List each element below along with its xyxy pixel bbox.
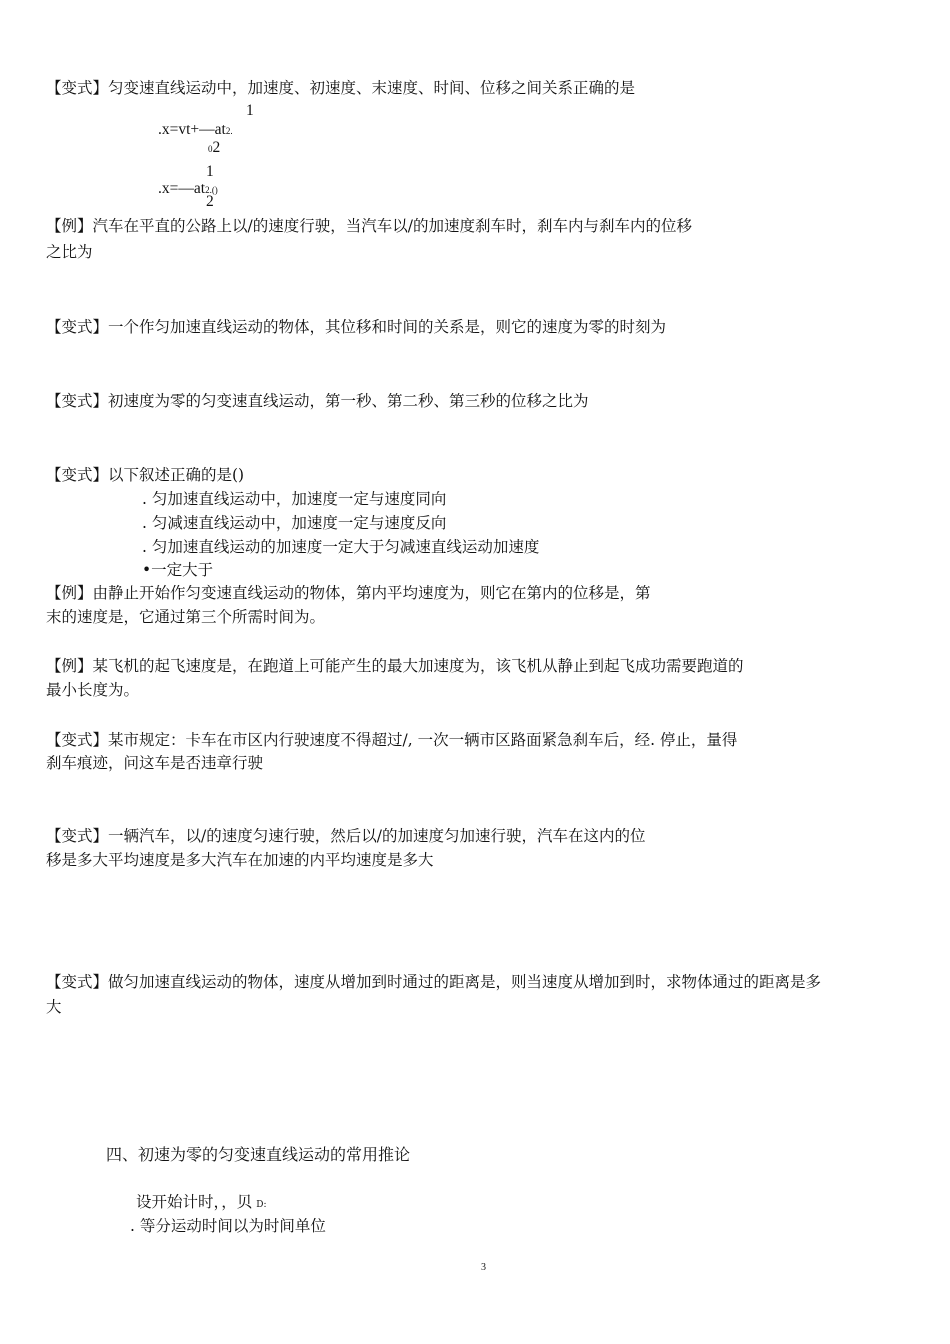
formula-1	[158, 120, 233, 141]
example-line-1: 【例】汽车在平直的公路上以/的速度行驶，当汽车以/的加速度刹车时，刹车内与刹车内的位移	[46, 217, 692, 235]
section-line-1	[136, 1192, 267, 1215]
formula-1-subscript: 0	[208, 144, 213, 154]
example-3-line-2: 最小长度为。	[46, 681, 140, 699]
variant-7-line-1: 【变式】做匀加速直线运动的物体，速度从增加到时通过的距离是，则当速度从增加到时，求物体通过的距离是多	[46, 973, 822, 991]
variant-3: 【变式】初速度为零的匀变速直线运动，第一秒、第二秒、第三秒的位移之比为	[46, 392, 589, 410]
example-2-line-1: 【例】由静止开始作匀变速直线运动的物体，第内平均速度为，则它在第内的位移是，第	[46, 584, 651, 602]
example-line-2: 之比为	[46, 243, 93, 261]
variant-7-line-2: 大	[46, 998, 62, 1016]
formula-1-main: .x=vt+—at	[158, 121, 226, 138]
option-c: . 匀加速直线运动的加速度一定大于匀减速直线运动加速度	[142, 538, 540, 556]
variant-5-line-1: 【变式】某市规定：卡车在市区内行驶速度不得超过/, 一次一辆市区路面紧急刹车后，经. 停止，量得	[46, 731, 738, 749]
example-2-line-2: 末的速度是，它通过第三个所需时间为。	[46, 608, 326, 626]
variant-line-1: 【变式】匀变速直线运动中，加速度、初速度、末速度、时间、位移之间关系正确的是	[46, 79, 636, 97]
section-line-1-tail: D:	[256, 1200, 267, 1210]
formula-2-tail: 2.()	[205, 185, 218, 195]
page-number: 3	[481, 1262, 486, 1273]
formula-1-numerator: 1	[246, 102, 254, 119]
option-b: . 匀减速直线运动中，加速度一定与速度反向	[142, 514, 447, 532]
variant-4: 【变式】以下叙述正确的是()	[46, 466, 245, 484]
formula-2-numerator: 1	[206, 163, 214, 180]
formula-1-tail: 2.	[225, 126, 233, 136]
formula-1-den-text: 2	[212, 139, 221, 156]
option-a: . 匀加速直线运动中，加速度一定与速度同向	[142, 490, 447, 508]
formula-2-main: .x=—at	[158, 180, 206, 197]
formula-2-denominator: 2	[206, 193, 214, 210]
section-line-2: . 等分运动时间以为时间单位	[130, 1217, 326, 1235]
formula-1-denominator	[208, 138, 220, 159]
section-heading: 四、初速为零的匀变速直线运动的常用推论	[106, 1145, 411, 1164]
variant-6-line-1: 【变式】一辆汽车，以/的速度匀速行驶，然后以/的加速度匀加速行驶，汽车在这内的位	[46, 827, 646, 845]
section-line-1-text: 设开始计时，，贝	[136, 1193, 253, 1211]
variant-6-line-2: 移是多大平均速度是多大汽车在加速的内平均速度是多大	[46, 851, 434, 869]
option-d: •一定大于	[142, 561, 214, 579]
variant-5-line-2: 刹车痕迹，问这车是否违章行驶	[46, 754, 264, 772]
variant-2: 【变式】一个作匀加速直线运动的物体，其位移和时间的关系是，则它的速度为零的时刻为	[46, 318, 667, 336]
example-3-line-1: 【例】某飞机的起飞速度是，在跑道上可能产生的最大加速度为，该飞机从静止到起飞成功需要跑道的	[46, 657, 744, 675]
